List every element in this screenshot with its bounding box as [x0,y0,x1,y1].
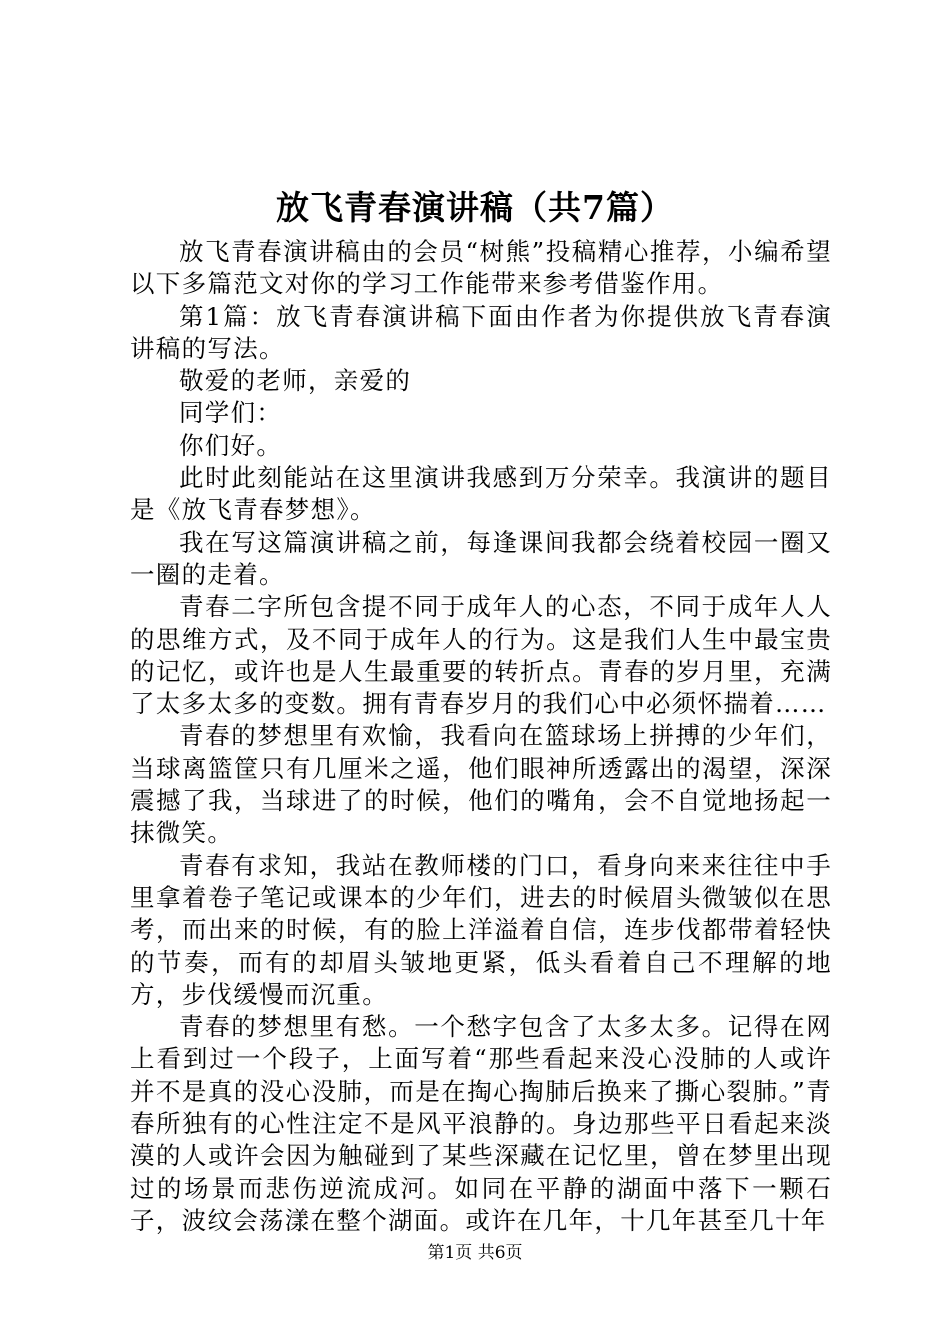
paragraph-salutation: 敬爱的老师，亲爱的 [179,366,412,396]
document-body [130,236,832,1237]
paragraph-knowledge: 青春有求知，我站在教师楼的门口，看身向来来往往中手里拿着卷子笔记或课本的少年们，进去的时候眉头微皱似在思考，而出来的时候，有的脸上洋溢着自信，连步伐都带着轻快的节奏，而有的却眉头皱地更紧，低头看着自己不理解的地方，步伐缓慢而沉重。 [130,850,832,1009]
paragraph-intro: 放飞青春演讲稿由的会员“树熊”投稿精心推荐，小编希望以下多篇范文对你的学习工作能带来参考借鉴作用。 [130,237,832,299]
document-title: 放飞青春演讲稿（共7篇） [276,188,674,227]
paragraph-topic: 此时此刻能站在这里演讲我感到万分荣幸。我演讲的题目是《放飞青春梦想》。 [130,463,832,525]
paragraph-joy: 青春的梦想里有欢愉，我看向在篮球场上拼搏的少年们，当球离篮筐只有几厘米之遥，他们眼神所透露出的渴望，深深震撼了我，当球进了的时候，他们的嘴角，会不自觉地扬起一抹微笑。 [130,721,832,848]
paragraph-sorrow: 青春的梦想里有愁。一个愁字包含了太多太多。记得在网上看到过一个段子，上面写着“那些看起来没心没肺的人或许并不是真的没心没肺，而是在掏心掏肺后换来了撕心裂肺。”青春所独有的心性注定不是风平浪静的。身边那些平日看起来淡漠的人或许会因为触碰到了某些深藏在记忆里，曾在梦里出现过的场景而悲伤逆流成河。如同在平静的湖面中落下一颗石子，波纹会荡漾在整个湖面。或许在几年，十几年甚至几十年 [130,1012,833,1235]
paragraph-campus-walk: 我在写这篇演讲稿之前，每逢课间我都会绕着校园一圈又一圈的走着。 [130,527,832,589]
paragraph-salutation-students: 同学们： [179,398,283,428]
page-number-footer: 第1页 共6页 [427,1243,523,1263]
paragraph-youth-meaning: 青春二字所包含提不同于成年人的心态，不同于成年人人的思维方式，及不同于成年人的行为。这是我们人生中最宝贵的记忆，或许也是人生最重要的转折点。青春的岁月里，充满了太多太多的变数。拥有青春岁月的我们心中必须怀揣着…… [130,592,832,719]
paragraph-greeting: 你们好。 [179,430,283,460]
paragraph-article-1-heading: 第1篇：放飞青春演讲稿下面由作者为你提供放飞青春演讲稿的写法。 [130,301,832,363]
